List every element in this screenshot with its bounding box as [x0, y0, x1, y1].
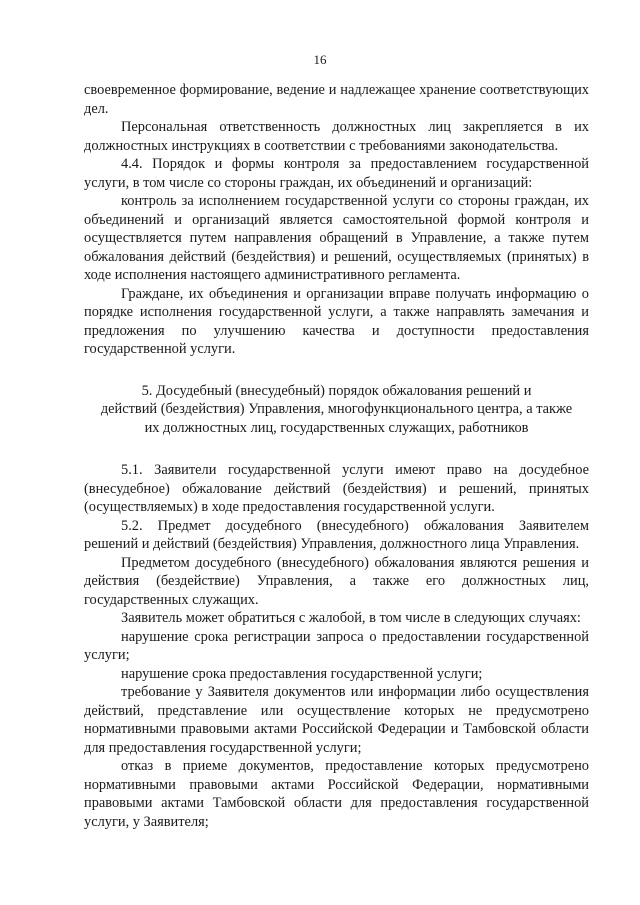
- paragraph: своевременное формирование, ведение и надлежащее хранение соответствующих дел.: [84, 82, 589, 117]
- paragraph: отказ в приеме документов, предоставление которых предусмотрено нормативными правовыми актами Российской Федерации, нормативными правовыми актами Тамбовской области для предоставления государственной услуги, у Заявителя;: [84, 758, 589, 830]
- paragraph: Граждане, их объединения и организации вправе получать информацию о порядке исполнения государственной услуги, а также направлять замечания и предложения по улучшению качества и доступности предоставления государственной услуги.: [84, 285, 589, 357]
- paragraph: нарушение срока регистрации запроса о предоставлении государственной услуги;: [84, 628, 589, 663]
- paragraphs-before-heading: [84, 81, 589, 359]
- section-heading: [84, 382, 589, 438]
- section-heading-line: 5. Досудебный (внесудебный) порядок обжалования решений и: [141, 382, 532, 399]
- document-body: [84, 81, 589, 831]
- paragraph: 5.1. Заявители государственной услуги имеют право на досудебное (внесудебное) обжалование действий (бездействия) и решений, принятых (осуществляемых) в ходе предоставления государственной услуги.: [84, 462, 589, 515]
- page-number: 16: [313, 52, 327, 67]
- paragraph: Персональная ответственность должностных лиц закрепляется в их должностных инструкциях в соответствии с требованиями законодательства.: [84, 119, 589, 154]
- paragraph: контроль за исполнением государственной услуги со стороны граждан, их объединений и организаций является самостоятельной формой контроля и осуществляется путем направления обращений в Управление, а также путем обжалования действий (бездействия) и решений, осуществляемых (принятых) в ходе исполнения настоящего административного регламента.: [84, 193, 589, 283]
- section-heading-line: их должностных лиц, государственных служащих, работников: [144, 419, 529, 436]
- paragraph: нарушение срока предоставления государственной услуги;: [121, 665, 483, 682]
- paragraph: 5.2. Предмет досудебного (внесудебного) обжалования Заявителем решений и действий (бездействия) Управления, должностного лица Управления.: [84, 517, 589, 552]
- paragraph: Заявитель может обратиться с жалобой, в том числе в следующих случаях:: [121, 610, 581, 626]
- paragraphs-after-heading: [84, 461, 589, 831]
- paragraph: Предметом досудебного (внесудебного) обжалования являются решения и действия (бездействие) Управления, а также его должностных лиц, государственных служащих.: [84, 554, 589, 608]
- section-heading-line: действий (бездействия) Управления, многофункционального центра, а также: [100, 401, 573, 417]
- paragraph: требование у Заявителя документов или информации либо осуществления действий, представление или осуществление которых не предусмотрено нормативными правовыми актами Российской Федерации и Тамбовской области для предоставления государственной услуги;: [84, 684, 589, 756]
- paragraph: 4.4. Порядок и формы контроля за предоставлением государственной услуги, в том числе со стороны граждан, их объединений и организаций:: [84, 156, 589, 191]
